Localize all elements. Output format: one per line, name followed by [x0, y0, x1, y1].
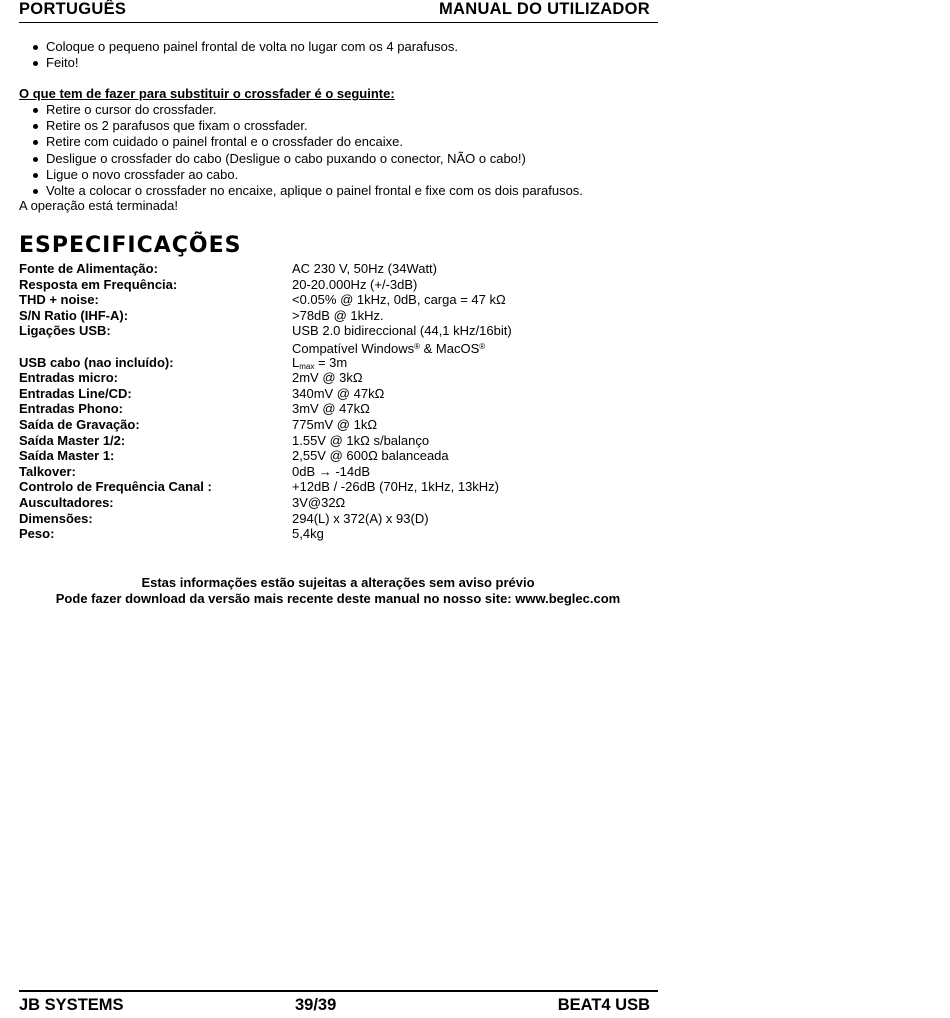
spec-label: Auscultadores:: [19, 494, 114, 510]
list-item: Retire o cursor do crossfader.: [19, 102, 583, 118]
spec-row: [19, 401, 658, 417]
spec-row: [19, 355, 658, 371]
spec-row: [19, 308, 658, 324]
spec-value: 294(L) x 372(A) x 93(D): [292, 510, 429, 526]
spec-row: [19, 261, 658, 277]
spec-value: +12dB / -26dB (70Hz, 1kHz, 13kHz): [292, 479, 500, 495]
footer-brand: JB SYSTEMS: [19, 996, 124, 1014]
spec-row: [19, 386, 658, 402]
spec-row: [19, 433, 658, 449]
operation-complete-text: A operação está terminada!: [19, 198, 178, 213]
spec-label: Peso:: [19, 526, 55, 542]
spec-row: [19, 417, 658, 433]
disclaimer-notice: [19, 575, 657, 606]
list-item: Feito!: [19, 55, 458, 71]
spec-row: [19, 526, 658, 542]
spec-row: [19, 479, 658, 495]
list-item: Retire os 2 parafusos que fixam o crossfader.: [19, 118, 583, 134]
spec-value: <0.05% @ 1kHz, 0dB, carga = 47 kΩ: [292, 292, 506, 308]
spec-label: Entradas Line/CD:: [19, 385, 132, 401]
list-item: Desligue o crossfader do cabo (Desligue o cabo puxando o conector, NÃO o cabo!): [19, 151, 583, 167]
list-item: Ligue o novo crossfader ao cabo.: [19, 167, 583, 183]
crossfader-heading: O que tem de fazer para substituir o crossfader é o seguinte:: [19, 86, 395, 101]
spec-row: [19, 511, 658, 527]
spec-value: 340mV @ 47kΩ: [292, 385, 385, 401]
spec-row: [19, 339, 658, 355]
spec-label: Saída Master 1:: [19, 448, 115, 464]
spec-label: Entradas Phono:: [19, 401, 124, 417]
spec-row: [19, 495, 658, 511]
spec-value: 3mV @ 47kΩ: [292, 401, 370, 417]
spec-row: [19, 277, 658, 293]
spec-value: 3V@32Ω: [292, 494, 346, 510]
spec-label: USB cabo (nao incluído):: [19, 354, 174, 370]
spec-value: USB 2.0 bidireccional (44,1 kHz/16bit): [292, 323, 512, 339]
spec-row: [19, 292, 658, 308]
spec-row: [19, 370, 658, 386]
spec-row: [19, 323, 658, 339]
spec-value: >78dB @ 1kHz.: [292, 307, 384, 323]
header-language: PORTUGUÊS: [19, 0, 127, 18]
spec-value: $L_{max} = 3m$: [292, 354, 348, 371]
spec-label: Ligações USB:: [19, 323, 111, 339]
spec-label: Saída de Gravação:: [19, 416, 140, 432]
list-item: Volte a colocar o crossfader no encaixe, aplique o painel frontal e fixe com os dois parafusos.: [19, 183, 583, 199]
spec-value: 20-20.000Hz (+/-3dB): [292, 276, 418, 292]
spec-value: 1.55V @ 1kΩ s/balanço: [292, 432, 430, 448]
intro-bullet-list: [19, 39, 458, 71]
footer-page-number: 39/39: [295, 996, 337, 1014]
spec-value: Compatível Windows® & MacOS®: [292, 340, 486, 356]
crossfader-steps-list: [19, 102, 583, 199]
list-item: Retire com cuidado o painel frontal e o crossfader do encaixe.: [19, 134, 583, 150]
notice-line-changes: Estas informações estão sujeitas a alterações sem aviso prévio: [141, 575, 535, 590]
specifications-table: [19, 261, 658, 542]
spec-value: 2mV @ 3kΩ: [292, 370, 363, 386]
spec-value: 2,55V @ 600Ω balanceada: [292, 448, 449, 464]
spec-label: Fonte de Alimentação:: [19, 261, 158, 276]
spec-label: Resposta em Frequência:: [19, 276, 178, 292]
spec-label: THD + noise:: [19, 292, 99, 308]
spec-value: AC 230 V, 50Hz (34Watt): [292, 261, 437, 276]
spec-label: Saída Master 1/2:: [19, 432, 126, 448]
spec-row: [19, 448, 658, 464]
specifications-title: ESPECIFICAÇÕES: [19, 233, 242, 258]
spec-value: 5,4kg: [292, 526, 324, 542]
page-footer: [19, 990, 658, 1018]
spec-label: Entradas micro:: [19, 370, 118, 386]
list-item: Coloque o pequeno painel frontal de volta no lugar com os 4 parafusos.: [19, 39, 458, 55]
spec-value: 0dB → -14dB: [292, 463, 371, 479]
spec-label: Controlo de Frequência Canal :: [19, 479, 212, 495]
header-manual-title: MANUAL DO UTILIZADOR: [438, 0, 650, 18]
spec-label: Dimensões:: [19, 510, 93, 526]
spec-label: Talkover:: [19, 463, 76, 479]
spec-label: S/N Ratio (IHF-A):: [19, 307, 129, 323]
spec-value: 775mV @ 1kΩ: [292, 416, 378, 432]
spec-row: [19, 464, 658, 480]
notice-line-download: Pode fazer download da versão mais recente deste manual no nosso site: www.beglec.com: [55, 590, 621, 606]
footer-product-name: BEAT4 USB: [557, 996, 650, 1014]
page-header: [19, 0, 658, 23]
